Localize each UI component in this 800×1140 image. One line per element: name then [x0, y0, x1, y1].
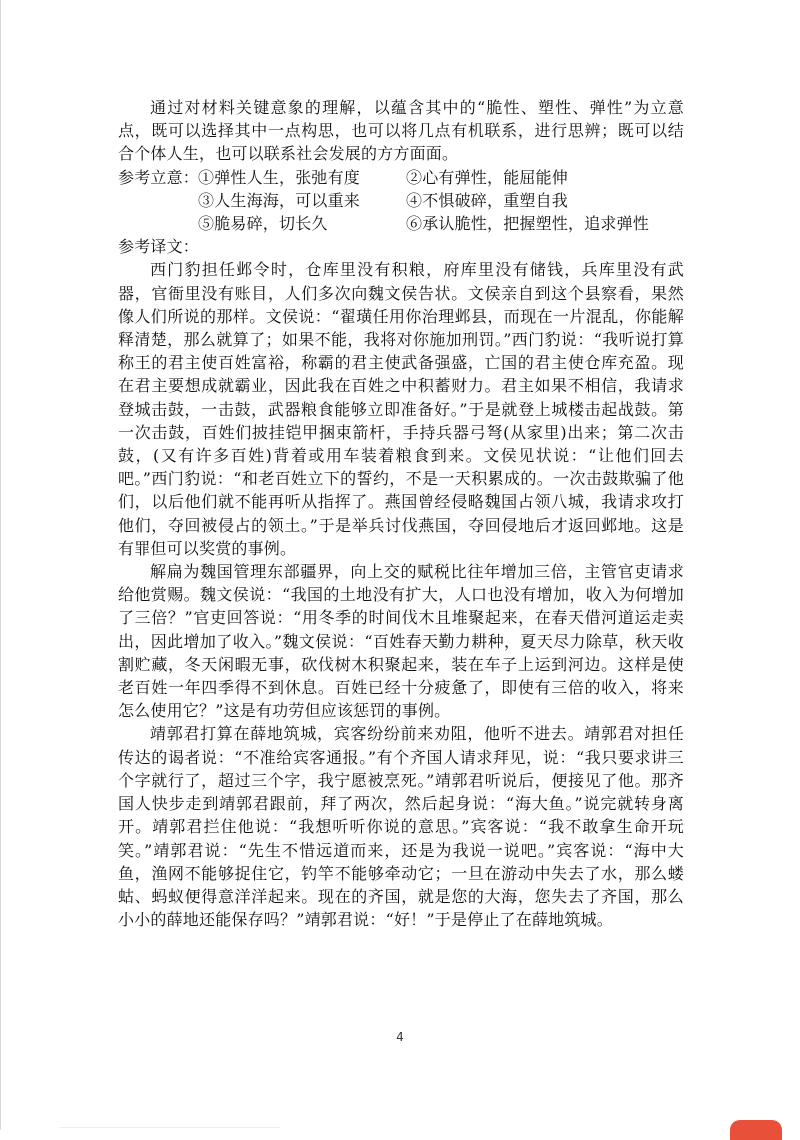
- translation-paragraph-jingguo-jun: 靖郭君打算在薛地筑城，宾客纷纷前来劝阻，他听不进去。靖郭君对担任传达的谒者说：“不准给宾客通报。”有个齐国人请求拜见，说：“我只要求讲三个字就行了，超过三个字，我宁愿被烹死。”靖郭君听说后，便接见了他。那齐国人快步走到靖郭君跟前，拜了两次，然后起身说：“海大鱼。”说完就转身离开。靖郭君拦住他说：“我想听听你说的意思。”宾客说：“我不敢拿生命开玩笑。”靖郭君说：“先生不惜远道而来，还是为我说一说吧。”宾客说：“海中大鱼，渔网不能够捉住它，钓竿不能够牵动它；一旦在游动中失去了水，那么蝼蛄、蚂蚁便得意洋洋起来。现在的齐国，就是您的大海，您失去了齐国，那么小小的薛地还能保存吗？”靖郭君说：“好！”于是停止了在薛地筑城。: [118, 724, 684, 930]
- options-label: 参考立意：: [118, 167, 200, 187]
- translation-paragraph-jie-bian: 解扁为魏国管理东部疆界，向上交的赋税比往年增加三倍，主管官吏请求给他赏赐。魏文侯说：“我国的土地没有扩大，人口也没有增加，收入为何增加了三倍？”官吏回答说：“用冬季的时间伐木且堆聚起来，在春天借河道运走卖出，因此增加了收入。”魏文侯说：“百姓春天勤力耕种，夏天尽力除草，秋天收割贮藏，冬天闲暇无事，砍伐树木积聚起来，装在车子上运到河边。这样是使老百姓一年四季得不到休息。百姓已经十分疲惫了，即使有三倍的收入，将来怎么使用它？”这是有功劳但应该惩罚的事例。: [118, 562, 684, 721]
- option-1: ①弹性人生，张弛有度: [198, 167, 361, 187]
- option-4: ④不惧破碎，重塑自我: [406, 190, 569, 210]
- option-3: ③人生海海，可以重来: [198, 190, 361, 210]
- option-5: ⑤脆易碎，切长久: [198, 214, 328, 234]
- corner-badge[interactable]: [730, 1120, 782, 1140]
- option-6: ⑥承认脆性，把握塑性，追求弹性: [406, 214, 650, 234]
- translation-label: 参考译文：: [118, 237, 200, 257]
- options-row-2: [118, 189, 684, 212]
- intro-paragraph: 通过对材料关键意象的理解，以蕴含其中的“脆性、塑性、弹性”为立意点，既可以选择其中一点构思，也可以将几点有机联系，进行思辨；既可以结合个体人生，也可以联系社会发展的方方面面。: [118, 98, 684, 164]
- page-edge: [0, 0, 1, 1130]
- option-2: ②心有弹性，能屈能伸: [406, 167, 569, 187]
- options-row-3: [118, 212, 684, 235]
- translation-paragraph-ximen-bao: 西门豹担任邺令时，仓库里没有积粮，府库里没有储钱，兵库里没有武器，官衙里没有账目，人们多次向魏文侯告状。文侯亲自到这个县察看，果然像人们所说的那样。文侯说：“翟璜任用你治理邺县，而现在一片混乱，你能解释清楚，那么就算了；如果不能，我将对你施加刑罚。”西门豹说：“我听说打算称王的君主使百姓富裕，称霸的君主使武备强盛，亡国的君主使仓库充盈。现在君主要想成就霸业，因此我在百姓之中积蓄财力。君主如果不相信，我请求登城击鼓，一击鼓，武器粮食能够立即准备好。”于是就登上城楼击起战鼓。第一次击鼓，百姓们披挂铠甲捆束箭杆，手持兵器弓弩(从家里)出来；第二次击鼓，(又有许多百姓)背着或用车装着粮食到来。文侯见状说：“让他们回去吧。”西门豹说：“和老百姓立下的誓约，不是一天积累成的。一次击鼓欺骗了他们，以后他们就不能再听从指挥了。燕国曾经侵略魏国占领八城，我请求攻打他们，夺回被侵占的领土。”于是举兵讨伐燕国，夺回侵地后才返回邺地。这是有罪但可以奖赏的事例。: [118, 260, 684, 558]
- options-row-1: [118, 166, 684, 189]
- document-body: [118, 96, 684, 931]
- bottom-divider: [60, 1127, 280, 1128]
- page-number: 4: [396, 1030, 404, 1044]
